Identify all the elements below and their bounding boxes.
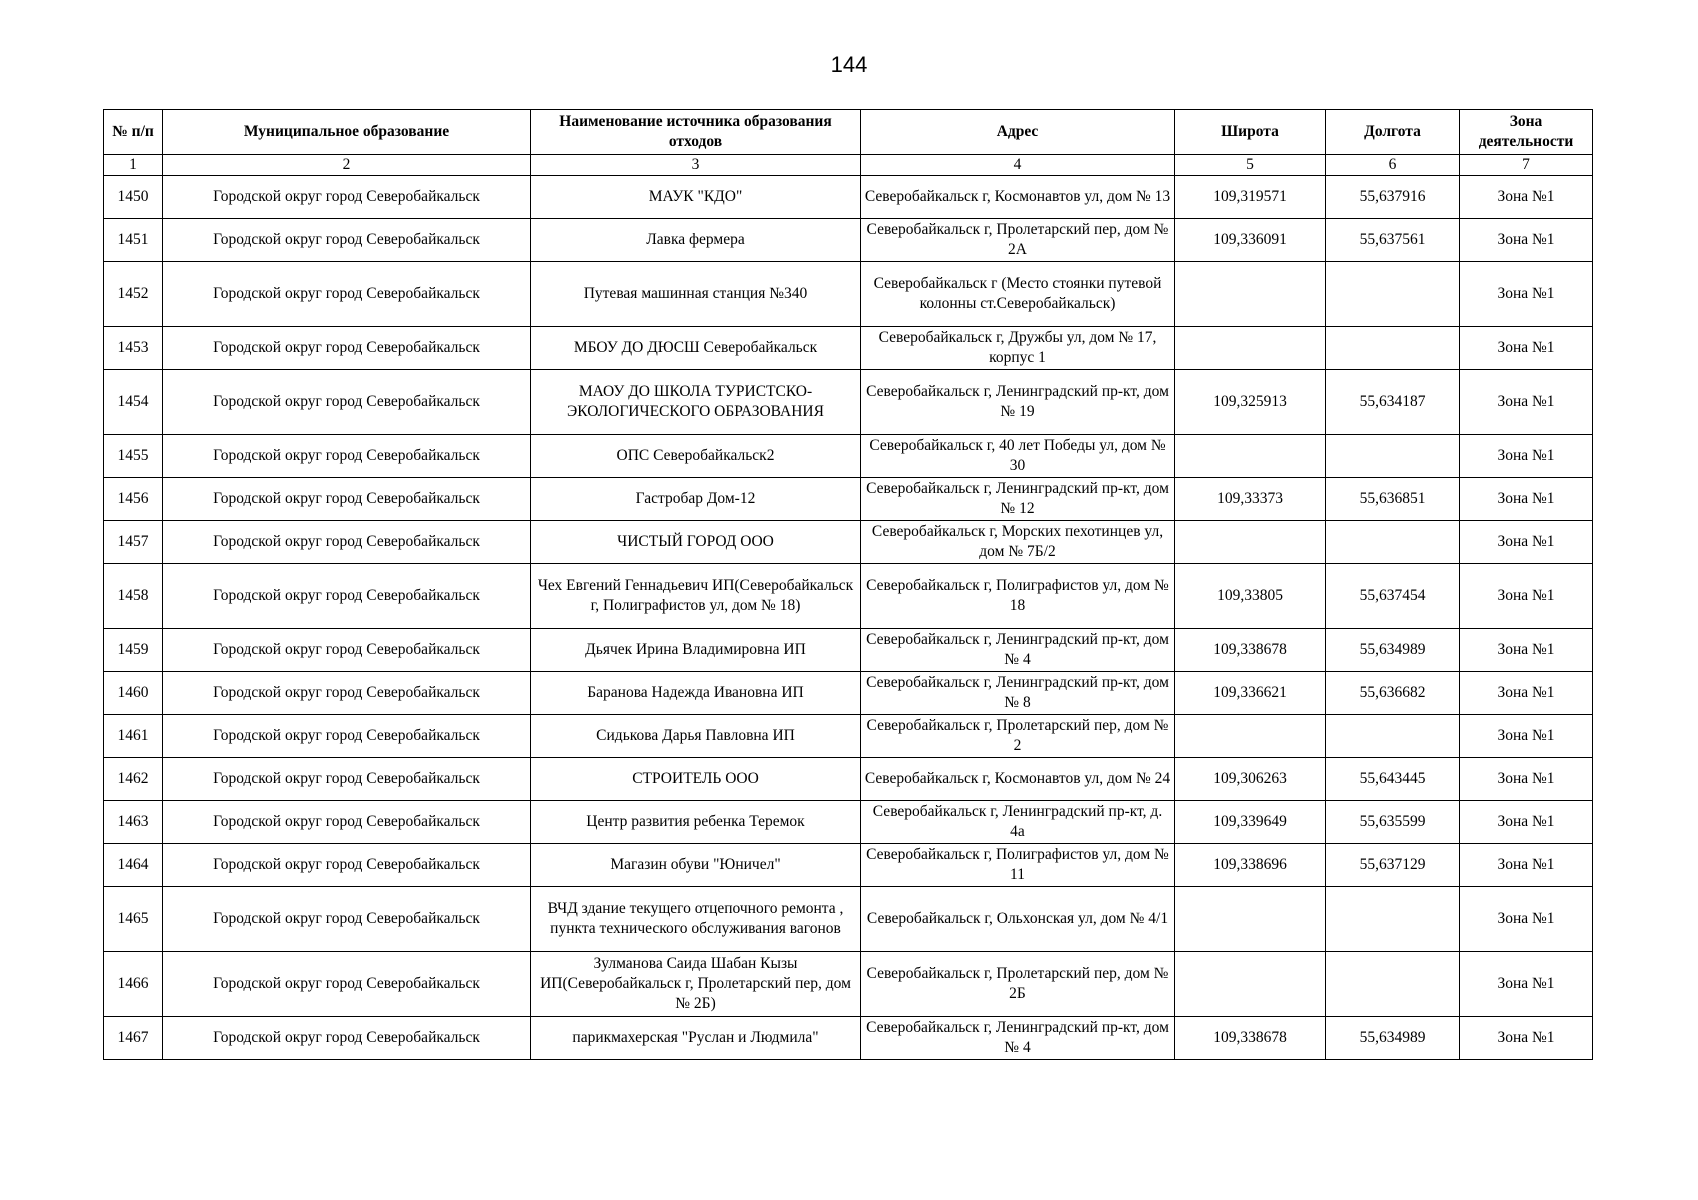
column-number: 5 — [1175, 155, 1326, 176]
latitude-cell: 109,336621 — [1175, 672, 1326, 715]
zone-cell: Зона №1 — [1460, 219, 1593, 262]
source-name-cell: МАУК "КДО" — [531, 176, 861, 219]
latitude-cell: 109,339649 — [1175, 801, 1326, 844]
zone-cell: Зона №1 — [1460, 478, 1593, 521]
zone-cell: Зона №1 — [1460, 435, 1593, 478]
row-number-cell: 1450 — [104, 176, 163, 219]
longitude-cell: 55,643445 — [1326, 758, 1460, 801]
address-cell: Северобайкальск г, Космонавтов ул, дом № 24 — [861, 758, 1175, 801]
latitude-cell — [1175, 262, 1326, 327]
header-latitude: Широта — [1175, 110, 1326, 155]
zone-cell: Зона №1 — [1460, 521, 1593, 564]
header-address: Адрес — [861, 110, 1175, 155]
row-number-cell: 1467 — [104, 1017, 163, 1060]
source-name-cell: ОПС Северобайкальск2 — [531, 435, 861, 478]
column-number: 1 — [104, 155, 163, 176]
municipality-cell: Городской округ город Северобайкальск — [163, 844, 531, 887]
municipality-cell: Городской округ город Северобайкальск — [163, 370, 531, 435]
source-name-cell: МАОУ ДО ШКОЛА ТУРИСТСКО-ЭКОЛОГИЧЕСКОГО ОБРАЗОВАНИЯ — [531, 370, 861, 435]
municipality-cell: Городской округ город Северобайкальск — [163, 564, 531, 629]
zone-cell: Зона №1 — [1460, 952, 1593, 1017]
latitude-cell: 109,306263 — [1175, 758, 1326, 801]
table-row — [104, 672, 1593, 715]
longitude-cell: 55,636851 — [1326, 478, 1460, 521]
table-row — [104, 629, 1593, 672]
table-row — [104, 176, 1593, 219]
address-cell: Северобайкальск г, Ленинградский пр-кт, дом № 19 — [861, 370, 1175, 435]
source-name-cell: Сидькова Дарья Павловна ИП — [531, 715, 861, 758]
municipality-cell: Городской округ город Северобайкальск — [163, 521, 531, 564]
source-name-cell: Центр развития ребенка Теремок — [531, 801, 861, 844]
address-cell: Северобайкальск г, Морских пехотинцев ул, дом № 7Б/2 — [861, 521, 1175, 564]
source-name-cell: МБОУ ДО ДЮСШ Северобайкальск — [531, 327, 861, 370]
municipality-cell: Городской округ город Северобайкальск — [163, 629, 531, 672]
zone-cell: Зона №1 — [1460, 801, 1593, 844]
zone-cell: Зона №1 — [1460, 629, 1593, 672]
source-name-cell: Лавка фермера — [531, 219, 861, 262]
latitude-cell: 109,338678 — [1175, 629, 1326, 672]
longitude-cell: 55,634989 — [1326, 1017, 1460, 1060]
column-number-row — [104, 155, 1593, 176]
municipality-cell: Городской округ город Северобайкальск — [163, 219, 531, 262]
row-number-cell: 1466 — [104, 952, 163, 1017]
address-cell: Северобайкальск г, Ленинградский пр-кт, д. 4а — [861, 801, 1175, 844]
row-number-cell: 1458 — [104, 564, 163, 629]
longitude-cell — [1326, 952, 1460, 1017]
zone-cell: Зона №1 — [1460, 844, 1593, 887]
table-row — [104, 801, 1593, 844]
source-name-cell: Путевая машинная станция №340 — [531, 262, 861, 327]
municipality-cell: Городской округ город Северобайкальск — [163, 478, 531, 521]
header-zone: Зона деятельности — [1460, 110, 1593, 155]
municipality-cell: Городской округ город Северобайкальск — [163, 435, 531, 478]
address-cell: Северобайкальск г, Пролетарский пер, дом № 2Б — [861, 952, 1175, 1017]
latitude-cell: 109,336091 — [1175, 219, 1326, 262]
source-name-cell: Дьячек Ирина Владимировна ИП — [531, 629, 861, 672]
table-row — [104, 262, 1593, 327]
address-cell: Северобайкальск г, Пролетарский пер, дом № 2 — [861, 715, 1175, 758]
municipality-cell: Городской округ город Северобайкальск — [163, 952, 531, 1017]
column-number: 6 — [1326, 155, 1460, 176]
address-cell: Северобайкальск г, Ленинградский пр-кт, дом № 8 — [861, 672, 1175, 715]
municipality-cell: Городской округ город Северобайкальск — [163, 262, 531, 327]
table-row — [104, 478, 1593, 521]
row-number-cell: 1462 — [104, 758, 163, 801]
table-row — [104, 327, 1593, 370]
table-row — [104, 887, 1593, 952]
zone-cell: Зона №1 — [1460, 564, 1593, 629]
latitude-cell: 109,319571 — [1175, 176, 1326, 219]
address-cell: Северобайкальск г, Ольхонская ул, дом № 4/1 — [861, 887, 1175, 952]
row-number-cell: 1460 — [104, 672, 163, 715]
address-cell: Северобайкальск г, Ленинградский пр-кт, дом № 4 — [861, 629, 1175, 672]
column-number: 4 — [861, 155, 1175, 176]
longitude-cell: 55,634187 — [1326, 370, 1460, 435]
municipality-cell: Городской округ город Северобайкальск — [163, 715, 531, 758]
table-row — [104, 521, 1593, 564]
source-name-cell: парикмахерская "Руслан и Людмила" — [531, 1017, 861, 1060]
latitude-cell: 109,338678 — [1175, 1017, 1326, 1060]
source-name-cell: Баранова Надежда Ивановна ИП — [531, 672, 861, 715]
latitude-cell: 109,33373 — [1175, 478, 1326, 521]
table-body — [104, 176, 1593, 1060]
zone-cell: Зона №1 — [1460, 176, 1593, 219]
municipality-cell: Городской округ город Северобайкальск — [163, 887, 531, 952]
source-name-cell: СТРОИТЕЛЬ ООО — [531, 758, 861, 801]
longitude-cell — [1326, 521, 1460, 564]
longitude-cell: 55,636682 — [1326, 672, 1460, 715]
municipality-cell: Городской округ город Северобайкальск — [163, 801, 531, 844]
source-name-cell: Гастробар Дом-12 — [531, 478, 861, 521]
zone-cell: Зона №1 — [1460, 758, 1593, 801]
header-source-name: Наименование источника образования отходов — [531, 110, 861, 155]
table-row — [104, 715, 1593, 758]
source-name-cell: Магазин обуви "Юничел" — [531, 844, 861, 887]
longitude-cell: 55,635599 — [1326, 801, 1460, 844]
address-cell: Северобайкальск г, Полиграфистов ул, дом № 18 — [861, 564, 1175, 629]
table-row — [104, 1017, 1593, 1060]
header-longitude: Долгота — [1326, 110, 1460, 155]
column-number: 3 — [531, 155, 861, 176]
page-number: 144 — [830, 52, 868, 77]
source-name-cell: Чех Евгений Геннадьевич ИП(Северобайкальск г, Полиграфистов ул, дом № 18) — [531, 564, 861, 629]
zone-cell: Зона №1 — [1460, 715, 1593, 758]
longitude-cell: 55,634989 — [1326, 629, 1460, 672]
address-cell: Северобайкальск г (Место стоянки путевой колонны ст.Северобайкальск) — [861, 262, 1175, 327]
row-number-cell: 1464 — [104, 844, 163, 887]
longitude-cell — [1326, 327, 1460, 370]
address-cell: Северобайкальск г, Ленинградский пр-кт, дом № 12 — [861, 478, 1175, 521]
row-number-cell: 1454 — [104, 370, 163, 435]
source-name-cell: ЧИСТЫЙ ГОРОД ООО — [531, 521, 861, 564]
municipality-cell: Городской округ город Северобайкальск — [163, 758, 531, 801]
source-name-cell: ВЧД здание текущего отцепочного ремонта , пункта технического обслуживания вагонов — [531, 887, 861, 952]
zone-cell: Зона №1 — [1460, 672, 1593, 715]
longitude-cell: 55,637561 — [1326, 219, 1460, 262]
row-number-cell: 1452 — [104, 262, 163, 327]
municipality-cell: Городской округ город Северобайкальск — [163, 672, 531, 715]
table-row — [104, 564, 1593, 629]
municipality-cell: Городской округ город Северобайкальск — [163, 1017, 531, 1060]
waste-sources-table — [103, 109, 1593, 1060]
longitude-cell — [1326, 887, 1460, 952]
latitude-cell — [1175, 887, 1326, 952]
address-cell: Северобайкальск г, Ленинградский пр-кт, дом № 4 — [861, 1017, 1175, 1060]
row-number-cell: 1461 — [104, 715, 163, 758]
header-municipality: Муниципальное образование — [163, 110, 531, 155]
longitude-cell: 55,637916 — [1326, 176, 1460, 219]
latitude-cell: 109,338696 — [1175, 844, 1326, 887]
source-name-cell: Зулманова Саида Шабан Кызы ИП(Северобайкальск г, Пролетарский пер, дом № 2Б) — [531, 952, 861, 1017]
latitude-cell — [1175, 715, 1326, 758]
row-number-cell: 1463 — [104, 801, 163, 844]
table-row — [104, 758, 1593, 801]
address-cell: Северобайкальск г, Космонавтов ул, дом № 13 — [861, 176, 1175, 219]
latitude-cell: 109,33805 — [1175, 564, 1326, 629]
zone-cell: Зона №1 — [1460, 887, 1593, 952]
latitude-cell — [1175, 521, 1326, 564]
latitude-cell — [1175, 327, 1326, 370]
row-number-cell: 1455 — [104, 435, 163, 478]
row-number-cell: 1465 — [104, 887, 163, 952]
zone-cell: Зона №1 — [1460, 1017, 1593, 1060]
row-number-cell: 1457 — [104, 521, 163, 564]
latitude-cell — [1175, 435, 1326, 478]
table-row — [104, 952, 1593, 1017]
table-row — [104, 219, 1593, 262]
table-row — [104, 844, 1593, 887]
longitude-cell: 55,637129 — [1326, 844, 1460, 887]
longitude-cell: 55,637454 — [1326, 564, 1460, 629]
column-number: 2 — [163, 155, 531, 176]
address-cell: Северобайкальск г, Полиграфистов ул, дом № 11 — [861, 844, 1175, 887]
municipality-cell: Городской округ город Северобайкальск — [163, 176, 531, 219]
municipality-cell: Городской округ город Северобайкальск — [163, 327, 531, 370]
address-cell: Северобайкальск г, Дружбы ул, дом № 17, корпус 1 — [861, 327, 1175, 370]
longitude-cell — [1326, 435, 1460, 478]
row-number-cell: 1456 — [104, 478, 163, 521]
address-cell: Северобайкальск г, 40 лет Победы ул, дом № 30 — [861, 435, 1175, 478]
table-row — [104, 435, 1593, 478]
table-row — [104, 370, 1593, 435]
zone-cell: Зона №1 — [1460, 262, 1593, 327]
latitude-cell: 109,325913 — [1175, 370, 1326, 435]
zone-cell: Зона №1 — [1460, 370, 1593, 435]
latitude-cell — [1175, 952, 1326, 1017]
table-header-row — [104, 110, 1593, 155]
column-number: 7 — [1460, 155, 1593, 176]
header-row-number: № п/п — [104, 110, 163, 155]
row-number-cell: 1451 — [104, 219, 163, 262]
longitude-cell — [1326, 715, 1460, 758]
longitude-cell — [1326, 262, 1460, 327]
row-number-cell: 1453 — [104, 327, 163, 370]
address-cell: Северобайкальск г, Пролетарский пер, дом № 2А — [861, 219, 1175, 262]
row-number-cell: 1459 — [104, 629, 163, 672]
zone-cell: Зона №1 — [1460, 327, 1593, 370]
